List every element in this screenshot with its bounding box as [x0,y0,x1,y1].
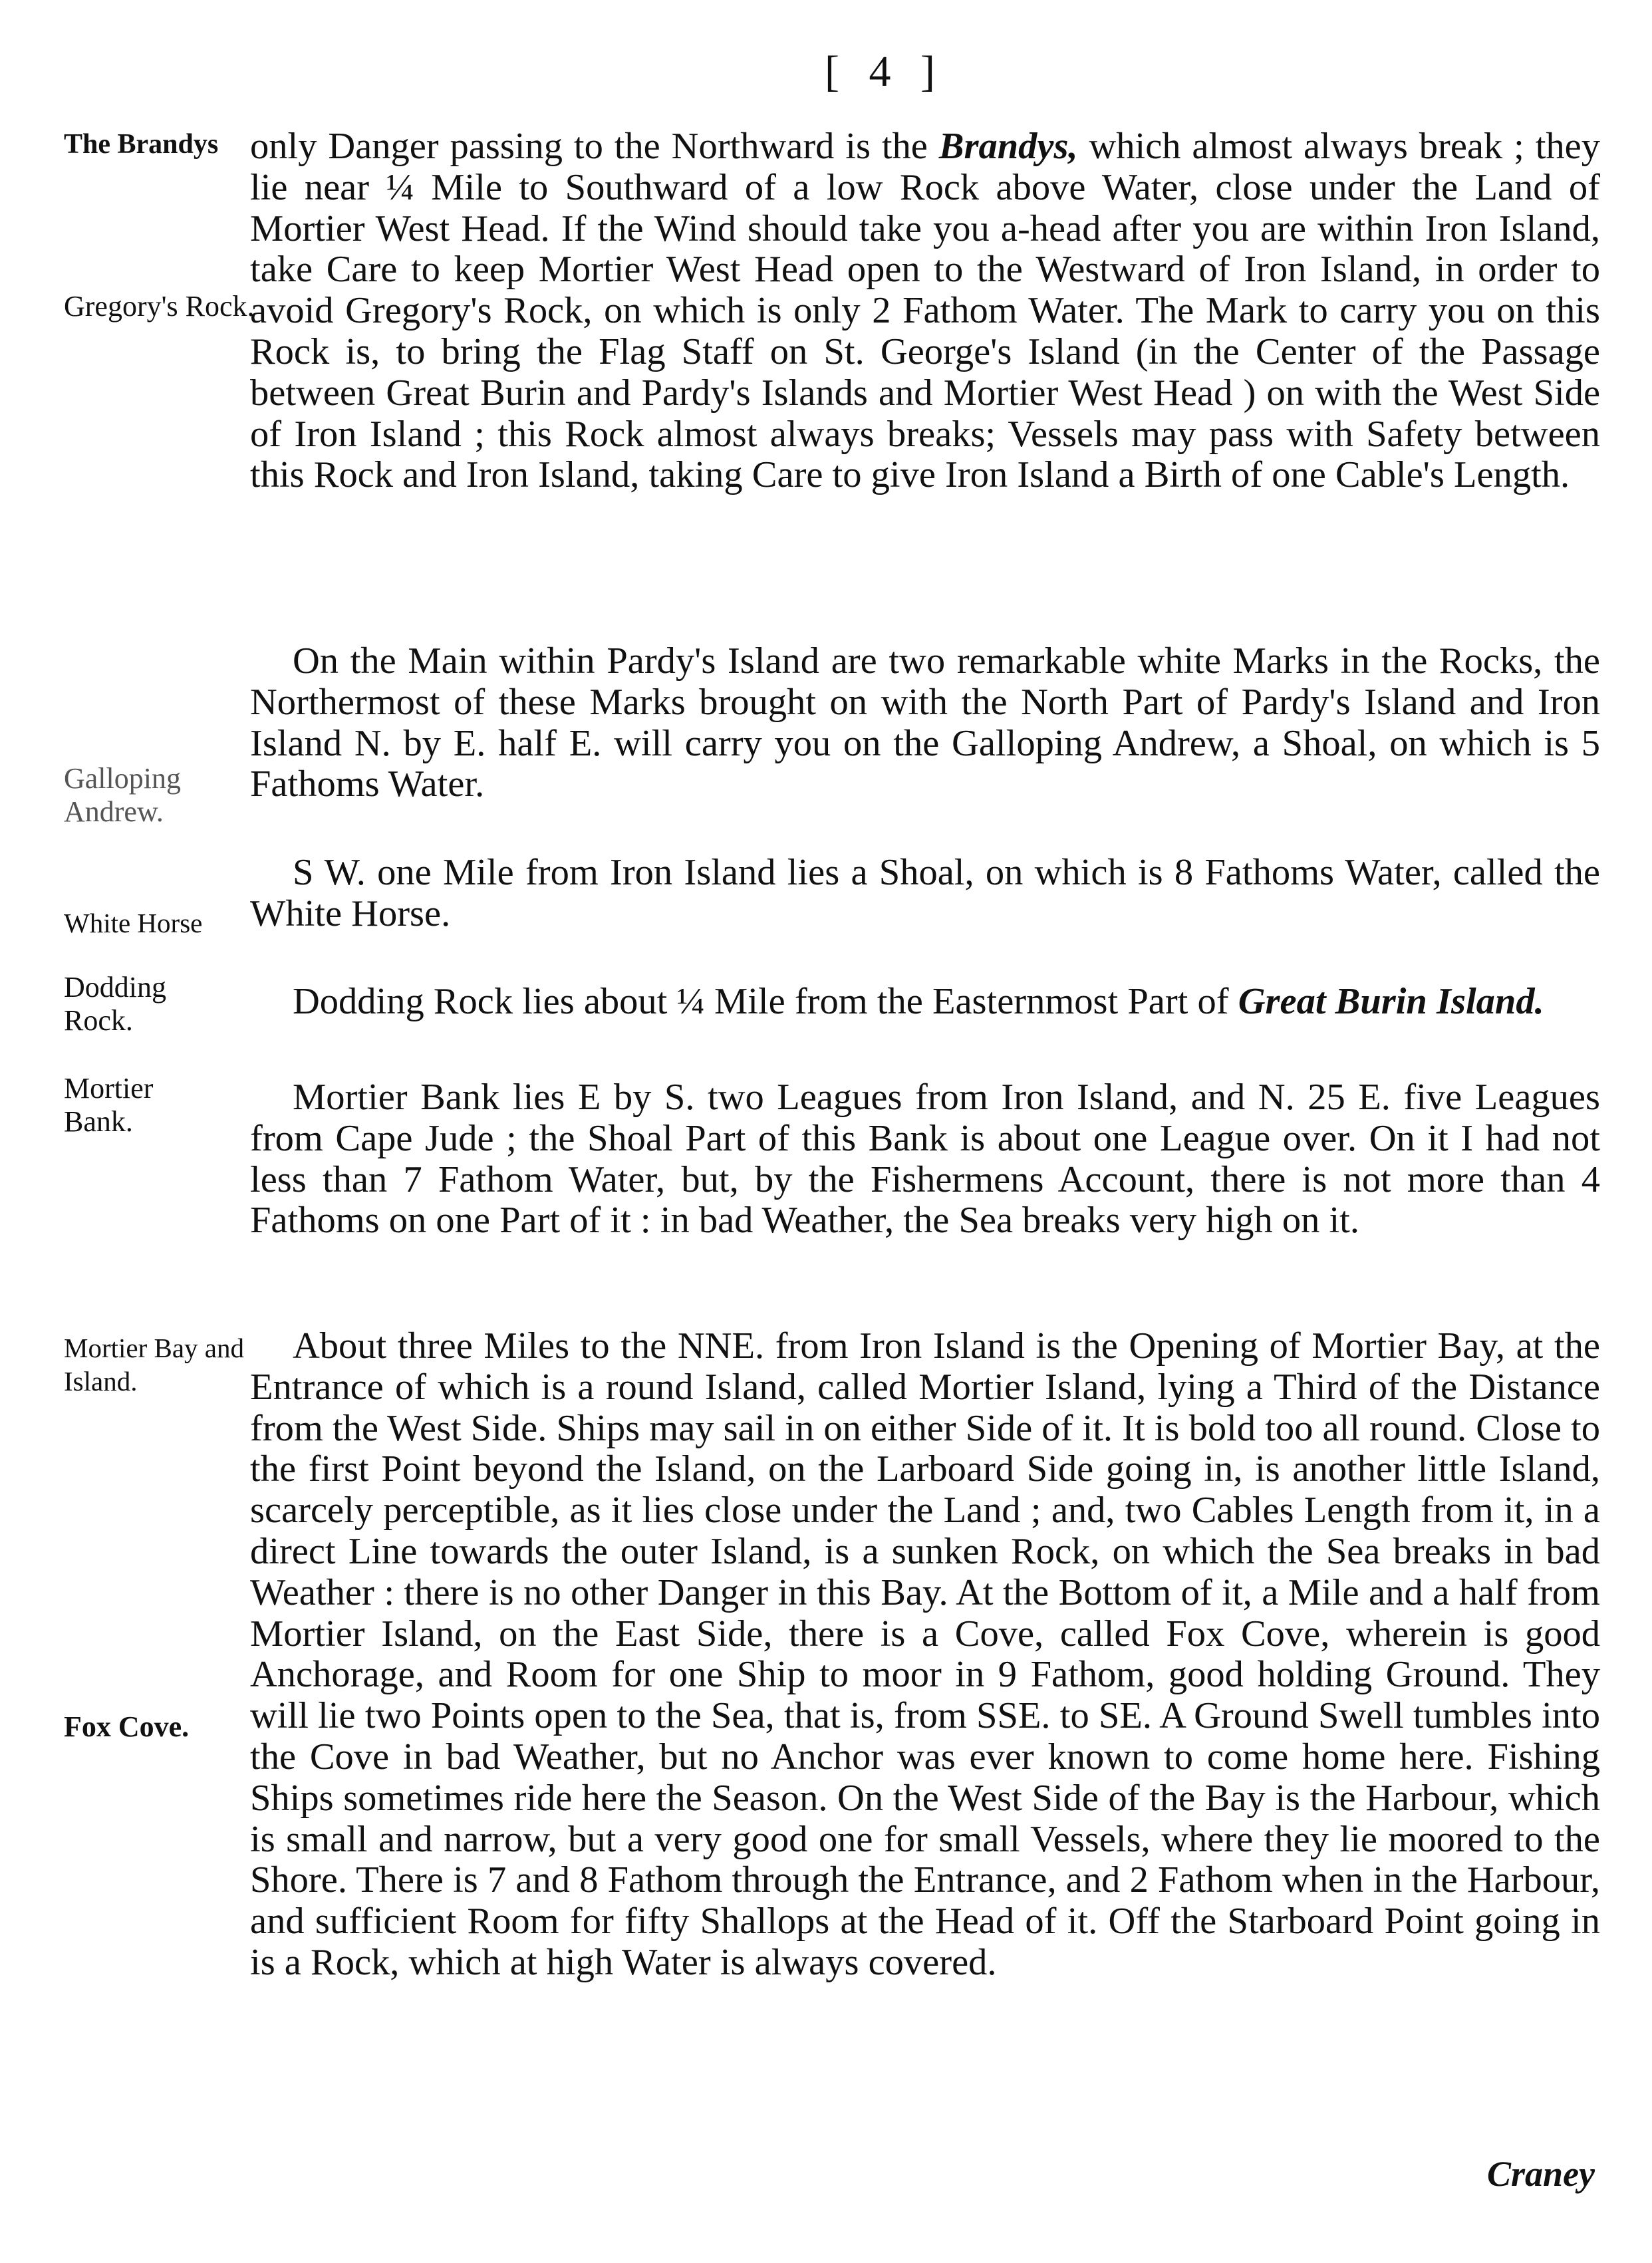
margin-note-fox-cove: Fox Cove. [64,1710,190,1743]
margin-note-mortier-bank: Mortier Bank. [64,1072,154,1138]
emphasis-text: Iron Island, [1001,1077,1178,1118]
emphasis-text: Great Burin Island. [1238,981,1544,1022]
catchword: Craney [1487,2154,1595,2194]
emphasis-text: Flag Staff [599,331,754,372]
emphasis-text: White Horse. [250,892,451,934]
emphasis-text: Iron Island [250,681,1600,764]
emphasis-text: Great Burin [386,372,566,414]
emphasis-text: Mortier Bay, [1311,1325,1505,1367]
emphasis-text: Mortier West Head [943,372,1233,414]
margin-note-dodding-rock: Dodding Rock. [64,971,166,1037]
margin-note-gregorys-rock: Gregory's Rock. [64,290,255,323]
emphasis-text: Pardy's Island [607,640,820,682]
paragraph-pardys-island: On the Main within Pardy's Island are two remarkable white Marks in the Rocks, the Northermost of these Marks brought on with the North Part of Pardy's Island and Iron Island N. by E. half E. will carry you on the Galloping Andrew, a Shoal, on which is 5 Fathoms Water. [250,640,1601,805]
emphasis-text: Mortier West Head. [250,207,550,249]
emphasis-text: Pardy's Island [1241,681,1456,723]
paragraph-mortier-bay: About three Miles to the NNE. from Iron Island is the Opening of Mortier Bay, at the Entrance of which is a round Island, called Mortier Island, lying a Third of the Distance from the West Side. Ships may sail in on either Side of it. It is bold too all round. Close to the first Point beyond the Island, on the Larboard Side going in, is another little Island, scarcely perceptible, as it lies close under the Land ; and, two Cables Length from it, in a direct Line towards the outer Island, is a sunken Rock, on which the Sea breaks in bad Weather : there is no other Danger in this Bay. At the Bottom of it, a Mile and a half from Mortier Island, on the East Side, there is a Cove, called Fox Cove, wherein is good Anchorage, and Room for one Ship to moor in 9 Fathom, good holding Ground. They will lie two Points open to the Sea, that is, from SSE. to SE. A Ground Swell tumbles into the Cove in bad Weather, but no Anchor was ever known to come home here. Fishing Ships sometimes ride here the Season. On the West Side of the Bay is the Harbour, which is small and narrow, but a very good one for small Vessels, where they lie moored to the Shore. There is 7 and 8 Fathom through the Entrance, and 2 Fathom when in the Harbour, and sufficient Room for fifty Shallops at the Head of it. Off the Starboard Point going in is a Rock, which at high Water is always covered. [250,1325,1601,1983]
emphasis-text: Galloping Andrew, [952,722,1241,764]
emphasis-text: Fox Cove, [1166,1613,1330,1655]
emphasis-text: Pardy's Islands [641,372,868,414]
margin-note-galloping-andrew: Galloping Andrew. [64,762,181,828]
margin-note-white-horse: White Horse [64,908,203,938]
emphasis-text: Mortier Island, [918,1366,1147,1408]
paragraph-dodding-rock: Dodding Rock lies about ¼ Mile from the Easternmost Part of Great Burin Island. [293,981,1544,1022]
emphasis-text: Iron Island, [1425,207,1601,249]
emphasis-text: Cape Jude [335,1117,494,1159]
emphasis-text: Dodding Rock [293,981,513,1022]
emphasis-text: Iron Island [294,413,462,455]
page-number: [ 4 ] [825,47,944,96]
emphasis-text: Iron Island [859,1325,1025,1367]
emphasis-text: Gregory's Rock, [345,290,593,332]
emphasis-text: Brandys, [938,126,1078,167]
paragraph-brandys: only Danger passing to the Northward is the Brandys, which almost always break ; they lie near ¼ Mile to Southward of a low Rock above Water, close under the Land of Mortier West Head. If the Wind should take you a-head after you are within Iron Island, take Care to keep Mortier West Head open to the Westward of Iron Island, in order to avoid Gregory's Rock, on which is only 2 Fathom Water. The Mark to carry you on this Rock is, to bring the Flag Staff on St. George's Island (in the Center of the Passage between Great Burin and Pardy's Islands and Mortier West Head ) on with the West Side of Iron Island ; this Rock almost always breaks; Vessels may pass with Safety between this Rock and Iron Island, taking Care to give Iron Island a Birth of one Cable's Length. [250,126,1601,496]
margin-note-mortier-bay: Mortier Bay and Island. [64,1333,244,1397]
emphasis-text: Mortier Island, [250,1613,483,1655]
emphasis-text: Iron Island [945,454,1109,496]
emphasis-text: George's Island [880,331,1120,372]
emphasis-text: Mortier West Head [538,249,834,291]
paragraph-mortier-bank: Mortier Bank lies E by S. two Leagues from Iron Island, and N. 25 E. five Leagues from Cape Jude ; the Shoal Part of this Bank is about one League over. On it I had not less than 7 Fathom Water, but, by the Fishermens Account, there is not more than 4 Fathoms on one Part of it : in bad Weather, the Sea breaks very high on it. [250,1077,1600,1242]
margin-note-brandys: The Brandys [64,129,219,160]
emphasis-text: Iron Island, [466,454,640,496]
paragraph-white-horse: S W. one Mile from Iron Island lies a Shoal, on which is 8 Fathoms Water, called the White Horse. [250,852,1600,934]
emphasis-text: Mortier Bank [293,1077,500,1118]
emphasis-text: Iron Island [610,852,776,893]
emphasis-text: Iron Island, [1244,249,1422,291]
